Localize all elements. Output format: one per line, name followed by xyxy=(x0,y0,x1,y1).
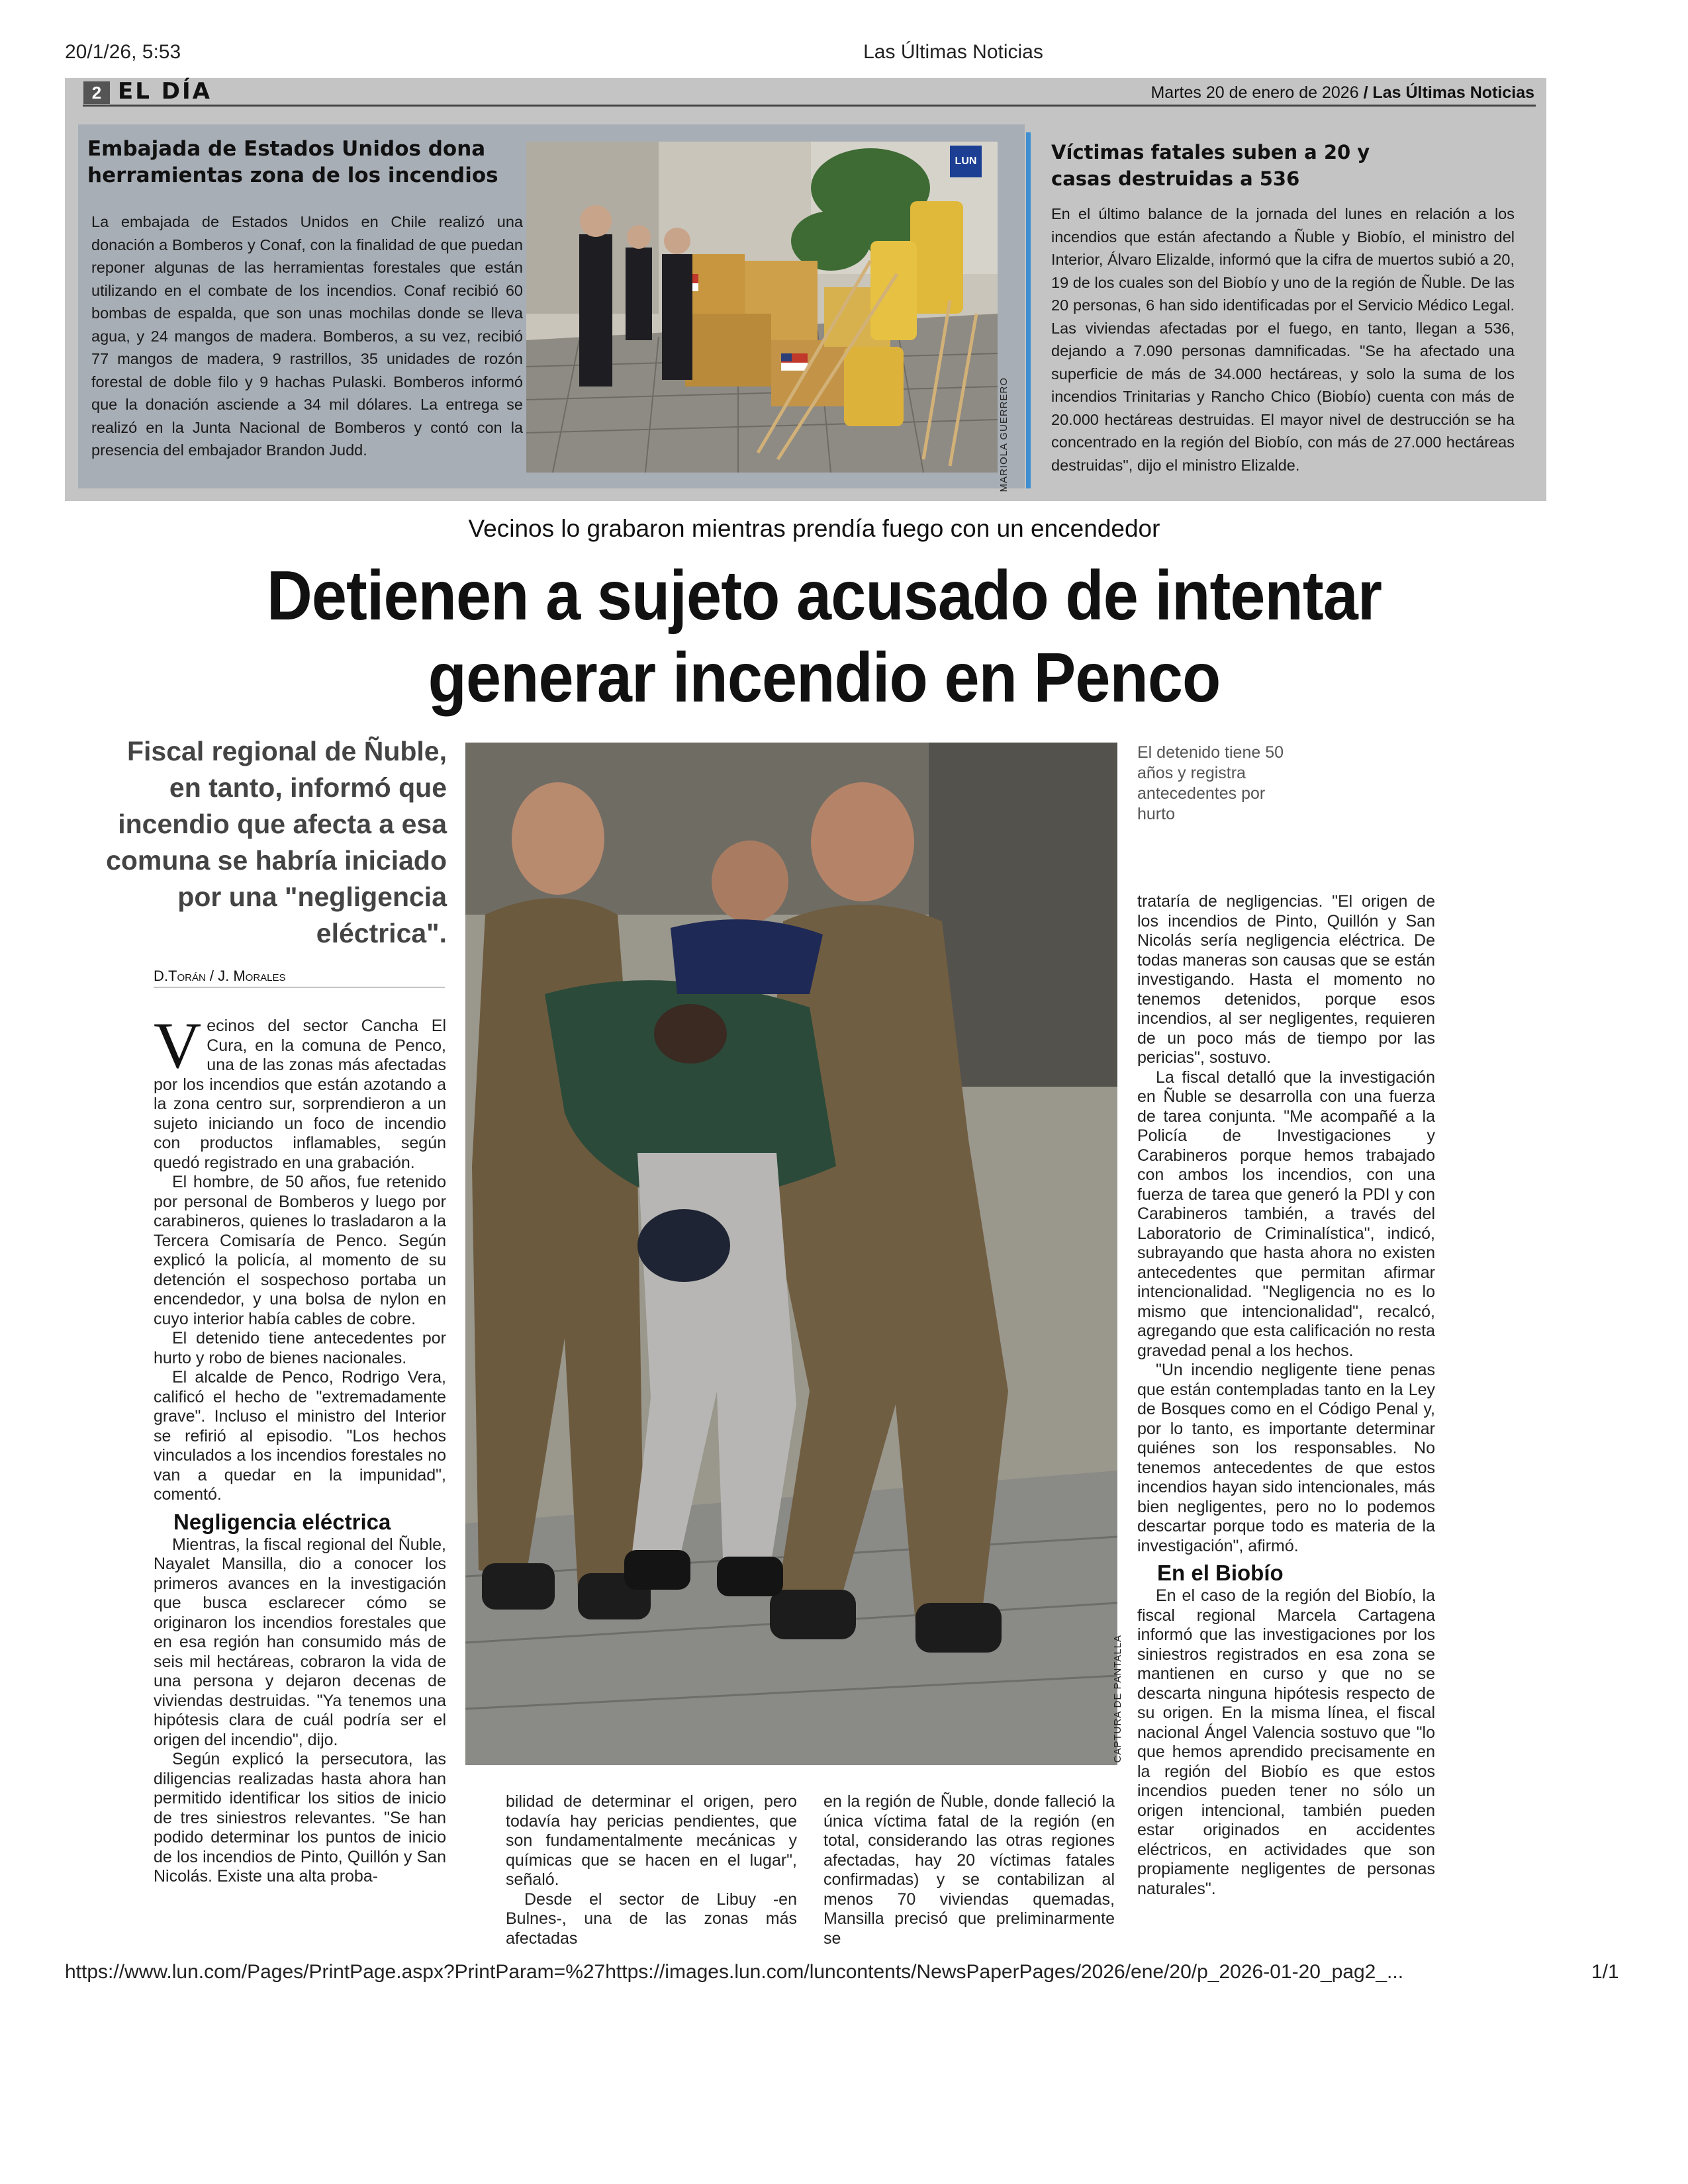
article-column-3 xyxy=(823,1792,1115,1948)
brief-victims-body: En el último balance de la jornada del lunes en relación a los incendios que están afectando a Ñuble y Biobío, el ministro del Interior, Álvaro Elizalde, informó que la cifra de muertos subió a 20, 19 de los cuales son del Biobío y uno de la región de Ñuble. De las 20 personas, 6 han sido identificadas por el Servicio Médico Legal. Las viviendas afectadas por el fuego, en tanto, llegan a 536, dejando a 7.090 personas damnificadas. "Se ha afectado una superficie de más de 34.000 hectáreas, y solo la suma de los incendios Trinitarias y Rancho Chico (Biobío) cuenta con más de 20.000 hectáreas destruidas. El mayor nivel de destrucción se ha concentrado en la región del Biobío, con más de 27.000 hectáreas destruidas", dijo el ministro Elizalde. xyxy=(1051,205,1515,474)
article-column-2 xyxy=(506,1792,797,1948)
col1-paragraph-1: ecinos del sector Cancha El Cura, en la comuna de Penco, una de las zonas más afectadas por los incendios que están azotando a la zona centro sur, sorprendieron a un sujeto iniciando un foco de incendio con productos inflamables, según quedó registrado en una grabación. xyxy=(154,1017,446,1172)
col3-paragraph-1: en la región de Ñuble, donde falleció la única víctima fatal de la región (en total, considerando las otras regiones afectadas, hay 20 víctimas fatales confirmadas) y se contabilizan al menos 70 viviendas quemadas, Mansilla precisó que preliminarmente se xyxy=(823,1792,1115,1948)
arrest-illustration xyxy=(465,743,1117,1765)
embassy-photo-credit: MARIOLA GUERRERO xyxy=(998,377,1009,492)
subheading-negligencia: Negligencia eléctrica xyxy=(173,1509,391,1534)
date-separator: / xyxy=(1363,83,1368,102)
issue-date: Martes 20 de enero de 2026 xyxy=(1150,83,1359,102)
print-site-title: Las Últimas Noticias xyxy=(863,41,1043,63)
embassy-donation-photo xyxy=(526,142,998,473)
arrest-photo-credit: CAPTURA DE PANTALLA xyxy=(1112,1635,1123,1763)
article-byline: D.Torán / J. Morales xyxy=(154,968,445,987)
col1-paragraph-5: Mientras, la fiscal regional del Ñuble, Nayalet Mansilla, dio a conocer los primeros avances en la investigación que busca esclarecer cómo se originaron los incendios forestales que en esa región han consumido más de seis mil hectáreas, cobraron la vida de una persona y dejaron decenas de viviendas destruidas. "Ya tenemos una hipótesis clara de cuál podría ser el origen del incendio", dijo. xyxy=(154,1535,446,1749)
col4-paragraph-3: "Un incendio negligente tiene penas que están contempladas tanto en la Ley de Bosques como en el Código Penal y, por lo tanto, es importante determinar quiénes son los responsables. No tenemos antecedentes de que estos incendios hayan sido intencionales, más bien negligentes, pero no lo podemos descartar porque todo es materia de la investigación", afirmó. xyxy=(1137,1361,1435,1555)
col4-paragraph-4: En el caso de la región del Biobío, la fiscal regional Marcela Cartagena informó que las investigaciones por los siniestros registrados en esa zona se mantienen en curso y que no se descarta ninguna hipótesis respecto de su origen. En la misma línea, el fiscal nacional Ángel Valencia sostuvo que "lo que hemos aprendido precisamente en la región del Biobío es que estos incendios pueden tener no sólo un origen intencional, también pueden estar originados en accidentes eléctricos, en actividades que son propiamente negligentes de personas naturales". xyxy=(1137,1586,1435,1898)
brief-embassy-body: La embajada de Estados Unidos en Chile realizó una donación a Bomberos y Conaf, con la finalidad de que puedan reponer algunas de las herramientas forestales que están utilizando en el combate de los incendios. Conaf recibió 60 bombas de espalda, que son unas mochilas donde se lleva agua, y 24 mangos de madera. Bomberos, a su vez, recibió 77 mangos de madera, 9 rastrillos, 35 unidades de rozón forestal de doble filo y 9 hachas Pulaski. Bomberos informó que la donación asciende a 34 mil dólares. La entrega se realizó en la Junta Nacional de Bomberos y contó con la presencia del embajador Brandon Judd. xyxy=(91,213,523,459)
article-kicker: Vecinos lo grabaron mientras prendía fuego con un encendedor xyxy=(468,515,1160,542)
col1-paragraph-2: El hombre, de 50 años, fue retenido por personal de Bomberos y luego por carabineros, quienes lo trasladaron a la Tercera Comisaría de Penco. Según explicó la policía, al momento de su detención el sospechoso portaba un encendedor, y una bolsa de nylon en cuyo interior había cables de cobre. xyxy=(154,1173,446,1328)
col1-paragraph-3: El detenido tiene antecedentes por hurto y robo de bienes nacionales. xyxy=(154,1329,446,1367)
article-headline: Detienen a sujeto acusado de intentar generar incendio en Penco xyxy=(266,557,1382,717)
dropcap: V xyxy=(154,1009,202,1082)
col2-paragraph-2: Desde el sector de Libuy -en Bulnes-, una de las zonas más afectadas xyxy=(506,1889,797,1948)
print-url: https://www.lun.com/Pages/PrintPage.aspx?PrintParam=%27https://images.lun.com/luncontents/NewsPaperPages/2026/ene/20/p_2026-01-20_pag2_... xyxy=(65,1961,1404,1983)
embassy-donation-illustration xyxy=(526,142,998,473)
brief-embassy-headline: Embajada de Estados Unidos dona herramientas zona de los incendios xyxy=(87,137,498,187)
brief-victims-headline: Víctimas fatales suben a 20 y casas destruidas a 536 xyxy=(1051,141,1370,190)
col4-paragraph-2: La fiscal detalló que la investigación en Ñuble se desarrolla con una fuerza de tarea conjunta. "Me acompañé a la Policía de Investigaciones y Carabineros porque hemos trabajado con ambos los incendios, con una fuerza de tarea que generó la PDI y con Carabineros también, a través del Laboratorio de Criminalística", indicó, subrayando que hasta ahora no existen antecedentes que permitan afirmar intencionalidad. "Negligencia no es lo mismo que intencionalidad", recalcó, agregando que esta calificación no resta gravedad penal a los hechos. xyxy=(1137,1068,1435,1360)
col1-paragraph-4: El alcalde de Penco, Rodrigo Vera, calificó el hecho de "extremadamente grave". Incluso el ministro del Interior se refirió al episodio. "Los hechos vinculados a los incendios forestales no van a quedar en la impunidad", comentó. xyxy=(154,1368,446,1504)
page-number-badge: 2 xyxy=(83,81,110,104)
col4-paragraph-1: trataría de negligencias. "El origen de los incendios de Pinto, Quillón y San Nicolás sería negligencia eléctrica. De todas maneras son causas que se están investigando. Hasta el momento no tenemos detenidos, porque esos incendios, al ser negligentes, requieren de un poco más de tiempo por las pericias", sostuvo. xyxy=(1137,892,1435,1067)
brief-divider xyxy=(1026,132,1031,488)
col2-paragraph-1: bilidad de determinar el origen, pero todavía hay pericias pendientes, que son fundamentalmente mecánicas y químicas que se hacen en el lugar", señaló. xyxy=(506,1792,797,1889)
article-column-4 xyxy=(1137,892,1435,1899)
lun-logo-badge: LUN xyxy=(950,146,982,177)
article-subhead: Fiscal regional de Ñuble, en tanto, informó que incendio que afecta a esa comuna se habría iniciado por una "negligencia eléctrica". xyxy=(106,736,447,948)
section-name: EL DÍA xyxy=(118,78,212,105)
print-datetime: 20/1/26, 5:53 xyxy=(65,41,181,63)
print-page-count: 1/1 xyxy=(1591,1961,1619,1983)
photo-caption: El detenido tiene 50 años y registra antecedentes por hurto xyxy=(1137,743,1284,823)
arrest-photo xyxy=(465,743,1117,1765)
issue-date-line xyxy=(1150,83,1534,103)
col1-paragraph-6: Según explicó la persecutora, las diligencias realizadas hasta ahora han permitido identificar los sitios de inicio de tres siniestros relevantes. "Se han podido determinar los puntos de inicio de los incendios de Pinto, Quillón y San Nicolás. Existe una alta proba- xyxy=(154,1750,446,1886)
subheading-biobio: En el Biobío xyxy=(1157,1561,1284,1585)
newspaper-name: Las Últimas Noticias xyxy=(1372,83,1534,102)
article-column-1 xyxy=(154,1009,446,1887)
